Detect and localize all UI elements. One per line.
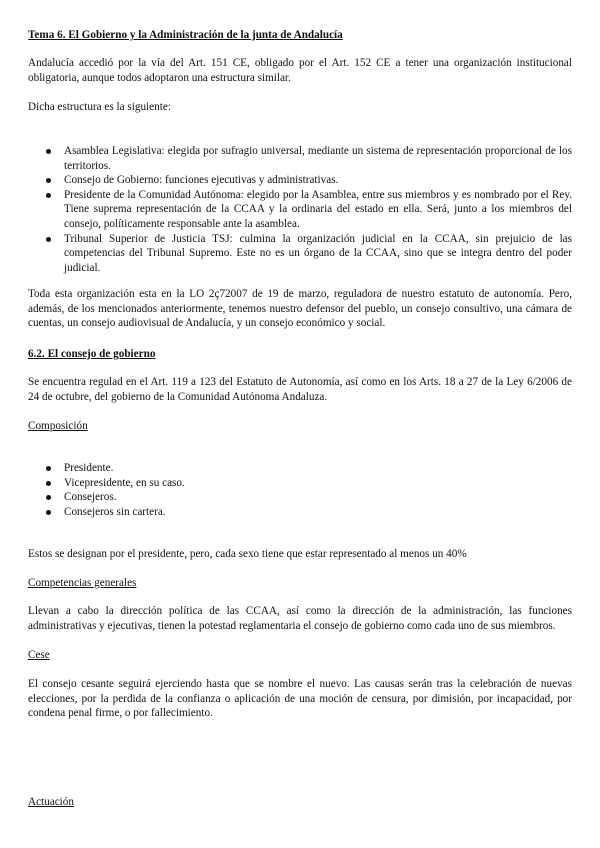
list-item xyxy=(28,490,572,505)
list-item-text: Presidente de la Comunidad Autónoma: elegido por la Asamblea, entre sus miembros y es nombrado por el Rey. Tiene suprema representación de la CCAA y la ordinaria del estado en ella. Será, junto a los miembros del consejo, políticamente responsable ante la asamblea. xyxy=(64,188,572,230)
bullet-icon xyxy=(46,466,51,471)
bullet-icon xyxy=(46,237,51,242)
bullet-icon xyxy=(46,510,51,515)
composicion-heading: Composición xyxy=(28,420,88,432)
intro-paragraph: Andalucía accedió por la vía del Art. 151 CE, obligado por el Art. 152 CE a tener una organización institucional obligatoria, aunque todos adoptaron una estructura similar. xyxy=(28,57,572,84)
list-item xyxy=(28,144,572,173)
composicion-list xyxy=(28,461,572,519)
actuacion-heading: Actuación xyxy=(28,796,74,808)
section-6-2-paragraph: Se encuentra regulad en el Art. 119 a 123 del Estatuto de Autonomía, así como en los Arts. 18 a 27 de la Ley 6/2006 de 24 de octubre, del gobierno de la Comunidad Autónoma Andaluza. xyxy=(28,376,572,403)
list-item xyxy=(28,188,572,232)
bullet-icon xyxy=(46,149,51,154)
list-item-text: Consejeros. xyxy=(64,491,117,504)
list-item xyxy=(28,476,572,491)
section-6-2-title: 6.2. El consejo de gobierno xyxy=(28,348,156,360)
bullet-icon xyxy=(46,495,51,500)
list-item xyxy=(28,461,572,476)
list-item-text: Tribunal Superior de Justicia TSJ: culmina la organización judicial en la CCAA, sin prejuicio de las competencias del Tribunal Supremo. Este no es un órgano de la CCAA, sino que se integra dentro del poder judicial. xyxy=(64,232,572,274)
composicion-note: Estos se designan por el presidente, pero, cada sexo tiene que estar representado al menos un 40% xyxy=(28,548,467,560)
competencias-heading: Competencias generales xyxy=(28,577,137,589)
list-item-text: Vicepresidente, en su caso. xyxy=(64,476,185,489)
list-item xyxy=(28,232,572,276)
cese-heading: Cese xyxy=(28,649,50,661)
list-item-text: Consejeros sin cartera. xyxy=(64,505,166,518)
list-item-text: Consejo de Gobierno: funciones ejecutivas y administrativas. xyxy=(64,174,339,187)
list-item xyxy=(28,173,572,188)
page-title: Tema 6. El Gobierno y la Administración de la junta de Andalucía xyxy=(28,29,343,41)
competencias-paragraph: Llevan a cabo la dirección política de las CCAA, así como la dirección de la administración, las funciones administrativas y ejecutivas, tienen la potestad reglamentaria el consejo de gobierno como cada uno de sus miembros. xyxy=(28,605,572,632)
bullet-icon xyxy=(46,481,51,486)
structure-list xyxy=(28,144,572,275)
organization-paragraph: Toda esta organización esta en la LO 2ç72007 de 19 de marzo, reguladora de nuestro estatuto de autonomía. Pero, además, de los mencionados anteriormente, tenemos nuestro defensor del pueblo, un consejo consultivo, una cámara de cuentas, un consejo audiovisual de Andalucía, y un consejo económico y social. xyxy=(28,288,572,330)
bullet-icon xyxy=(46,178,51,183)
list-item-text: Presidente. xyxy=(64,462,114,474)
list-item xyxy=(28,505,572,520)
structure-lead: Dicha estructura es la siguiente: xyxy=(28,101,171,113)
bullet-icon xyxy=(46,193,51,198)
cese-paragraph: El consejo cesante seguirá ejerciendo hasta que se nombre el nuevo. Las causas serán tras la celebración de nuevas elecciones, por la perdida de la confianza o aplicación de una moción de censura, por dimisión, por incapacidad, por condena penal firme, o por fallecimiento. xyxy=(28,678,572,720)
list-item-text: Asamblea Legislativa: elegida por sufragio universal, mediante un sistema de representación proporcional de los territorios. xyxy=(64,145,572,172)
